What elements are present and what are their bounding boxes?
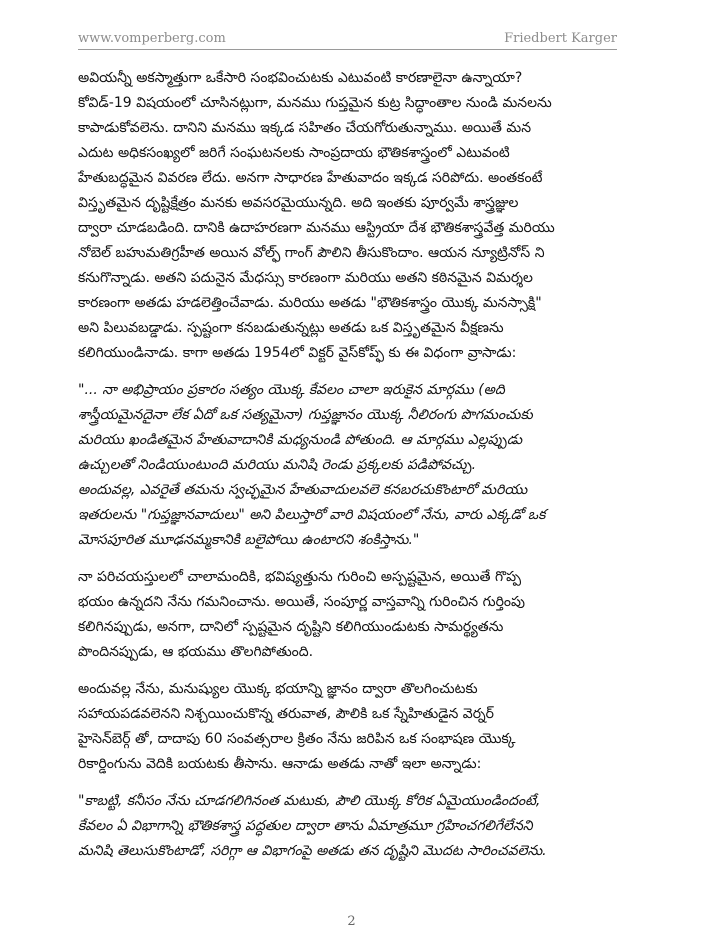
text-line: మోసపూరిత మూఢనమ్మకానికి బలైపోయి ఉంటారని శంకిస్తాను." bbox=[78, 532, 420, 548]
text-line: అవియన్నీ అకస్మాత్తుగా ఒకేసారి సంభవించుటకు ఎటువంటి కారణాలైనా ఉన్నాయా? bbox=[78, 70, 523, 86]
text-line: కోవిడ్-19 విషయంలో చూసినట్లుగా, మనము గుప్తమైన కుట్ర సిద్ధాంతాల నుండి మనలను bbox=[78, 95, 552, 111]
text-line: కాపాడుకోవలెను. దానిని మనము ఇక్కడ సహితం చేయగోరుతున్నాము. అయితే మన bbox=[78, 120, 532, 136]
text-line: పొందినప్పుడు, ఆ భయము తొలగిపోతుంది. bbox=[78, 644, 314, 660]
body-paragraph bbox=[78, 677, 630, 777]
text-line: "కాబట్టి, కనీసం నేను చూడగలిగినంత మటుకు, పౌలి యొక్క కోరిక ఏమైయుండిందంటే, bbox=[78, 793, 541, 809]
text-line: కారణంగా అతడు హడలెత్తించేవాడు. మరియు అతడు "భౌతికశాస్త్రం యొక్క మనస్సాక్షి" bbox=[78, 295, 542, 311]
text-line: ఇతరులను "గుప్తజ్ఞానవాదులు" అని పిలుస్తారో వారి విషయంలో నేను, వారు ఎక్కడో ఒక bbox=[78, 507, 546, 523]
text-line: ఎదుట అధికసంఖ్యలో జరిగే సంఘటనలకు సాంప్రదాయ భౌతికశాస్త్రంలో ఎటువంటి bbox=[78, 145, 510, 161]
website-url: www.vomperberg.com bbox=[78, 31, 226, 46]
text-line: కనుగొన్నాడు. అతని పదునైన మేధస్సు కారణంగా మరియు అతని కఠినమైన విమర్శల bbox=[78, 270, 533, 286]
page-header bbox=[78, 27, 617, 50]
text-line: కలిగియుండినాడు. కాగా అతడు 1954లో విక్టర్ వైస్‌కోప్ఫ్ కు ఈ విధంగా వ్రాసాడు: bbox=[78, 345, 517, 361]
body-paragraph bbox=[78, 66, 630, 366]
text-line: ద్వారా చూడబడింది. దానికి ఉదాహరణగా మనము ఆస్ట్రియా దేశ భౌతికశాస్త్రవేత్త మరియు bbox=[78, 220, 555, 236]
text-line: నా పరిచయస్తులలో చాలామందికి, భవిష్యత్తును గురించి అస్పష్టమైన, అయితే గొప్ప bbox=[78, 569, 522, 585]
text-line: మరియు ఖండితమైన హేతువాదానికి మధ్యనుండి పోతుంది. ఆ మార్గము ఎల్లప్పుడు bbox=[78, 432, 523, 448]
text-line: శాస్త్రీయమైనదైనా లేక ఏదో ఒక సత్యమైనా) గుప్తజ్ఞానం యొక్క నీలిరంగు పొగమంచుకు bbox=[78, 407, 533, 423]
text-line: అందువల్ల, ఎవరైతే తమను స్వచ్ఛమైన హేతువాదులవలె కనబరచుకొంటారో మరియు bbox=[78, 482, 528, 498]
quote-paragraph bbox=[78, 789, 630, 864]
quote-paragraph bbox=[78, 378, 630, 553]
text-line: "... నా అభిప్రాయం ప్రకారం సత్యం యొక్క కేవలం చాలా ఇరుకైన మార్గము (అది bbox=[78, 382, 505, 398]
text-line: కలిగినప్పుడు, అనగా, దానిలో స్పష్టమైన దృష్టిని కలిగియుండుటకు సామర్థ్యతను bbox=[78, 619, 504, 635]
text-line: రికార్డింగును వెదికి బయటకు తీసాను. ఆనాడు అతడు నాతో ఇలా అన్నాడు: bbox=[78, 756, 482, 772]
page-body bbox=[78, 66, 630, 876]
text-line: అందువల్ల నేను, మనుష్యుల యొక్క భయాన్ని జ్ఞానం ద్వారా తొలగించుటకు bbox=[78, 681, 478, 697]
page-number: 2 bbox=[347, 914, 356, 929]
text-line: మనిషి తెలుసుకొంటాడో, సరిగ్గా ఆ విభాగంపై అతడు తన దృష్టిని మొదట సారించవలెను. bbox=[78, 843, 547, 859]
text-line: సహాయపడవలెనని నిశ్చయించుకొన్న తరువాత, పౌలికి ఒక స్నేహితుడైన వెర్నర్ bbox=[78, 706, 494, 722]
text-line: కేవలం ఏ విభాగాన్ని భౌతికశాస్త్ర పద్ధతుల ద్వారా తాను ఏమాత్రమూ గ్రహించగలిగేలేనని bbox=[78, 818, 533, 834]
text-line: హేతుబద్ధమైన వివరణ లేదు. అనగా సాధారణ హేతువాదం ఇక్కడ సరిపోదు. అంతకంటే bbox=[78, 170, 543, 186]
author-name: Friedbert Karger bbox=[504, 31, 617, 46]
text-line: నోబెల్ బహుమతిగ్రహీత అయిన వోల్ఫ్ గాంగ్ పౌలిని తీసుకొందాం. ఆయన న్యూట్రినోస్ ని bbox=[78, 245, 545, 261]
text-line: హైసెన్‌బెర్గ్ తో, దాదాపు 60 సంవత్సరాల క్రితం నేను జరిపిన ఒక సంభాషణ యొక్క bbox=[78, 731, 516, 747]
text-line: అని పిలువబడ్డాడు. స్పష్టంగా కనబడుతున్నట్లు అతడు ఒక విస్తృతమైన వీక్షణను bbox=[78, 320, 504, 336]
text-line: విస్తృతమైన దృష్టిక్షేత్రం మనకు అవసరమైయున్నది. అది ఇంతకు పూర్వమే శాస్త్రజ్ఞుల bbox=[78, 195, 519, 211]
text-line: భయం ఉన్నదని నేను గమనించాను. అయితే, సంపూర్ణ వాస్తవాన్ని గురించిన గుర్తింపు bbox=[78, 594, 525, 610]
body-paragraph bbox=[78, 565, 630, 665]
text-line: ఉచ్చులతో నిండియుంటుంది మరియు మనిషి రెండు ప్రక్కలకు పడిపోవచ్చు. bbox=[78, 457, 477, 473]
